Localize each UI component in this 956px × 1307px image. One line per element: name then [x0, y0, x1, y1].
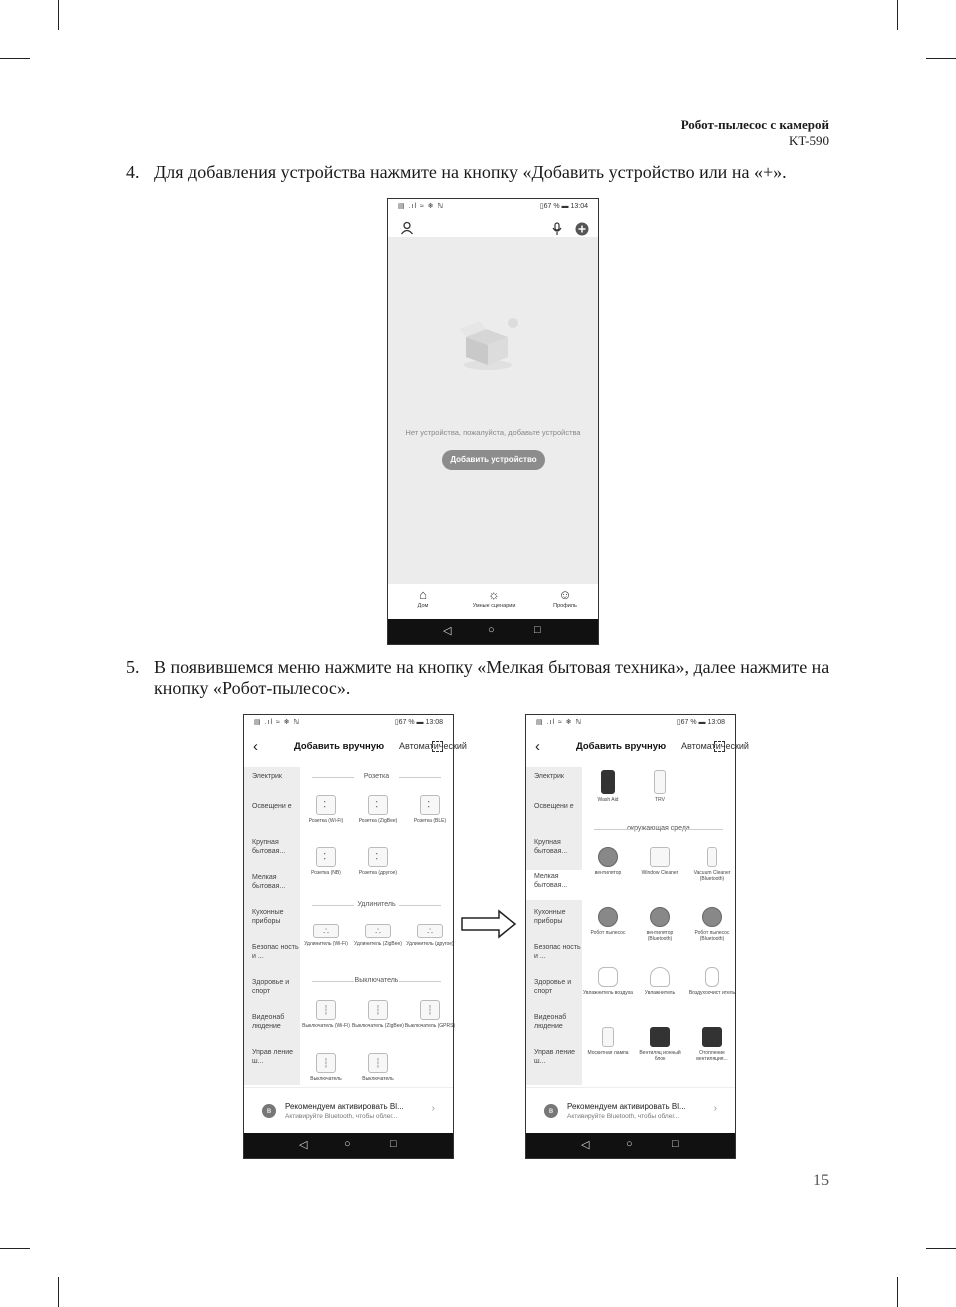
device-item[interactable] [352, 847, 404, 876]
crop-mark [926, 1248, 956, 1249]
category-item[interactable]: Управ ление ш... [534, 1049, 576, 1065]
category-item[interactable]: Освещени е [534, 803, 574, 810]
air-humidifier-icon [598, 967, 618, 987]
category-item[interactable]: Кухонные приборы [252, 909, 284, 925]
back-nav-icon[interactable]: ◁ [443, 625, 452, 637]
air-purifier-icon [705, 967, 719, 987]
device-label: Розетка (BLE) [413, 818, 447, 824]
android-nav-bar [526, 1133, 735, 1158]
tab-automatic[interactable]: Автоматический [399, 741, 467, 751]
section-heading: окружающая среда [582, 825, 735, 832]
device-label: Выключатель (ZigBee) [352, 1023, 404, 1029]
device-label: Увлажнитель воздуха [583, 990, 633, 996]
device-label: Отопление вентиляция... [696, 1050, 728, 1062]
page-title[interactable]: Добавить вручную [576, 741, 667, 752]
switch-icon: ┆ [368, 1053, 388, 1073]
step-text: Для добавления устройства нажмите на кнопку «Добавить устройство или на «+». [154, 162, 787, 182]
device-label: Розетка (Wi-Fi) [308, 818, 344, 824]
profile-icon: ☺ [558, 587, 572, 602]
window-cleaner-icon [650, 847, 670, 867]
device-item[interactable] [582, 967, 634, 996]
status-bar [526, 715, 735, 729]
device-label: Удлинитель (другое) [406, 941, 454, 947]
device-item[interactable] [634, 770, 686, 803]
bluetooth-recommendation[interactable] [244, 1087, 453, 1135]
device-item[interactable] [352, 1053, 404, 1082]
category-item[interactable]: Электрик [534, 773, 564, 780]
category-item[interactable]: Электрик [252, 773, 282, 780]
device-item[interactable] [300, 1053, 352, 1082]
device-item[interactable] [352, 795, 404, 824]
home-nav-icon[interactable]: ○ [488, 624, 495, 636]
reco-subtitle: Активируйте Bluetooth, чтобы облег... [567, 1113, 680, 1120]
device-list [300, 767, 456, 1085]
device-label: Выключатель [310, 1076, 342, 1082]
device-item[interactable] [300, 795, 352, 824]
device-list [582, 767, 735, 1085]
crop-mark [897, 1277, 898, 1307]
switch-icon: ┆ [316, 1053, 336, 1073]
category-item[interactable]: Крупная бытовая... [534, 839, 568, 855]
device-item[interactable] [582, 847, 634, 876]
mosquito-lamp-icon [602, 1027, 614, 1047]
device-label: Удлинитель (ZigBee) [354, 941, 402, 947]
header-title: Робот-пылесос с камерой [680, 117, 829, 132]
device-label: Wash Aid [597, 797, 619, 803]
crop-mark [897, 0, 898, 30]
sun-icon: ☼ [488, 587, 500, 602]
category-sidebar [244, 767, 300, 1085]
step-number: 5. [126, 657, 140, 677]
device-item[interactable] [686, 907, 738, 942]
device-label: TRV [655, 797, 665, 803]
category-item[interactable]: Освещени е [252, 803, 292, 810]
crop-mark [58, 1277, 59, 1307]
device-item[interactable] [404, 1000, 456, 1029]
android-nav-bar [388, 619, 598, 644]
back-arrow-icon[interactable]: ‹ [253, 738, 258, 755]
power-strip-icon: ∴ [313, 924, 339, 938]
device-label: Удлинитель (Wi-Fi) [304, 941, 348, 947]
status-bar [244, 715, 453, 729]
ventilation-unit-icon [650, 1027, 670, 1047]
device-label: Розетка (NB) [311, 870, 341, 876]
page-number: 15 [813, 1172, 829, 1189]
bluetooth-icon: ʙ [544, 1104, 558, 1118]
header-model: KT-590 [789, 133, 829, 148]
status-icons: ▤ .ıl ≈ ❄ ℕ [536, 719, 583, 726]
phone-screen-home [387, 198, 599, 645]
device-item[interactable] [582, 907, 634, 936]
tab-label: Профиль [553, 603, 577, 609]
device-label: Выключатель (Wi-Fi) [302, 1023, 350, 1029]
category-item[interactable]: Кухонные приборы [534, 909, 566, 925]
chevron-right-icon: › [431, 1103, 435, 1114]
device-item[interactable] [582, 770, 634, 803]
add-device-button[interactable]: Добавить устройство [442, 450, 545, 470]
tab-label: Дом [417, 603, 429, 609]
device-label: Розетка (другое) [358, 870, 398, 876]
device-item[interactable] [686, 847, 738, 882]
outlet-icon: ⠅ [368, 847, 388, 867]
step-text: В появившемся меню нажмите на кнопку «Мелкая бытовая техника», далее нажмите на кнопку «Робот-пылесос». [154, 657, 830, 698]
category-item-selected[interactable]: Мелкая бытовая... [526, 870, 582, 900]
device-item[interactable] [352, 924, 404, 947]
section-heading: Выключатель [300, 977, 453, 984]
tab-home[interactable] [388, 587, 458, 609]
page-title[interactable]: Добавить вручную [294, 741, 385, 752]
category-item[interactable]: Видеонаб людение [252, 1014, 285, 1030]
device-item[interactable] [582, 1027, 634, 1056]
device-item[interactable] [634, 1027, 686, 1062]
back-nav-icon[interactable]: ◁ [299, 1139, 308, 1151]
device-item[interactable] [404, 795, 456, 824]
status-time: ▯67 % ▬ 13:08 [394, 719, 443, 726]
outlet-icon: ⠅ [316, 847, 336, 867]
recents-nav-icon[interactable]: □ [534, 624, 541, 636]
top-bar [526, 729, 749, 767]
device-item[interactable] [686, 1027, 738, 1062]
home-icon: ⌂ [419, 587, 427, 602]
crop-mark [926, 58, 956, 59]
empty-state-area [388, 237, 598, 584]
device-label: Вентиляц ионный блок [639, 1050, 681, 1062]
category-sidebar [526, 767, 582, 1085]
category-item[interactable]: Безопас ность и ... [252, 944, 299, 960]
device-label: Робот пылесос (Bluetooth) [694, 930, 730, 942]
switch-icon: ┆ [368, 1000, 388, 1020]
device-label: вентилятор (Bluetooth) [646, 930, 674, 942]
home-nav-icon[interactable]: ○ [626, 1138, 633, 1150]
device-label: Увлажнитель [644, 990, 676, 996]
empty-message: Нет устройства, пожалуйста, добавьте устройства [405, 428, 581, 437]
device-item[interactable] [634, 967, 686, 996]
phone-screen-manual-outlets [243, 714, 467, 1159]
phone-screen-manual-small-appliances [525, 714, 749, 1159]
device-item[interactable] [404, 924, 456, 947]
category-item[interactable]: Здоровье и спорт [534, 979, 572, 995]
user-icon[interactable] [400, 221, 414, 235]
crop-mark [58, 0, 59, 30]
top-bar [244, 729, 467, 767]
robot-vacuum-icon [598, 907, 618, 927]
device-label: Розетка (ZigBee) [358, 818, 398, 824]
back-nav-icon[interactable]: ◁ [581, 1139, 590, 1151]
bluetooth-recommendation[interactable] [526, 1087, 735, 1135]
reco-title: Рекомендуем активировать Bl... [285, 1102, 404, 1111]
hvac-icon [702, 1027, 722, 1047]
status-time: ▯67 % ▬ 13:04 [539, 203, 588, 210]
category-item[interactable]: Управ ление ш... [252, 1049, 294, 1065]
device-item[interactable] [352, 1000, 404, 1029]
section-heading: Удлинитель [300, 901, 453, 908]
tab-label: Умные сценарии [472, 603, 516, 609]
device-label: Vacuum Cleaner (Bluetooth) [693, 870, 731, 882]
device-label: Москитная лампа [587, 1050, 629, 1056]
device-label: Робот пылесос [590, 930, 626, 936]
switch-icon: ┆ [316, 1000, 336, 1020]
outlet-icon: ⠅ [420, 795, 440, 815]
android-nav-bar [244, 1133, 453, 1158]
device-item[interactable] [300, 924, 352, 947]
outlet-icon: ⠅ [316, 795, 336, 815]
device-label: вентилятор [594, 870, 622, 876]
right-arrow-icon [461, 910, 517, 938]
back-arrow-icon[interactable]: ‹ [535, 738, 540, 755]
category-item[interactable]: Мелкая бытовая... [252, 874, 286, 890]
device-item[interactable] [300, 1000, 352, 1029]
wash-aid-icon [601, 770, 615, 794]
microphone-icon[interactable] [552, 222, 562, 236]
device-item[interactable] [686, 967, 738, 996]
category-item[interactable]: Безопас ность и ... [534, 944, 581, 960]
device-item[interactable] [634, 847, 686, 876]
trv-icon [654, 770, 666, 794]
device-item[interactable] [300, 847, 352, 876]
status-bar [388, 199, 598, 213]
tab-profile[interactable] [530, 587, 600, 609]
status-icons: ▤ .ıl ≈ ❄ ℕ [398, 203, 445, 210]
crop-mark [0, 58, 30, 59]
status-icons: ▤ .ıl ≈ ❄ ℕ [254, 719, 301, 726]
power-strip-icon: ∴ [365, 924, 391, 938]
switch-icon: ┆ [420, 1000, 440, 1020]
reco-subtitle: Активируйте Bluetooth, чтобы облег... [285, 1113, 398, 1120]
robot-vacuum-icon [702, 907, 722, 927]
vacuum-cleaner-icon [707, 847, 717, 867]
device-label: Воздухоочист итель [688, 990, 736, 996]
recents-nav-icon[interactable]: □ [672, 1138, 679, 1150]
device-label: Выключатель [362, 1076, 394, 1082]
scan-icon[interactable] [432, 741, 443, 752]
tab-automatic[interactable]: Автоматический [681, 741, 749, 751]
category-item[interactable]: Здоровье и спорт [252, 979, 290, 995]
fan-icon [650, 907, 670, 927]
step-number: 4. [126, 162, 140, 182]
add-device-plus-icon[interactable] [575, 222, 589, 236]
device-label: Выключатель (GPRS) [404, 1023, 456, 1029]
device-label: Window Cleaner [641, 870, 679, 876]
crop-mark [0, 1248, 30, 1249]
power-strip-icon: ∴ [417, 924, 443, 938]
fan-icon [598, 847, 618, 867]
category-item[interactable]: Видеонаб людение [534, 1014, 567, 1030]
reco-title: Рекомендуем активировать Bl... [567, 1102, 686, 1111]
outlet-icon: ⠅ [368, 795, 388, 815]
chevron-right-icon: › [713, 1103, 717, 1114]
category-item[interactable]: Крупная бытовая... [252, 839, 286, 855]
humidifier-icon [650, 967, 670, 987]
bottom-tab-bar [388, 584, 598, 619]
scan-icon[interactable] [714, 741, 725, 752]
bluetooth-icon: ʙ [262, 1104, 276, 1118]
empty-box-illustration [458, 315, 524, 373]
tab-smart-scenes[interactable] [459, 587, 529, 609]
status-time: ▯67 % ▬ 13:08 [676, 719, 725, 726]
recents-nav-icon[interactable]: □ [390, 1138, 397, 1150]
device-item[interactable] [634, 907, 686, 942]
section-heading: Розетка [300, 773, 453, 780]
home-nav-icon[interactable]: ○ [344, 1138, 351, 1150]
